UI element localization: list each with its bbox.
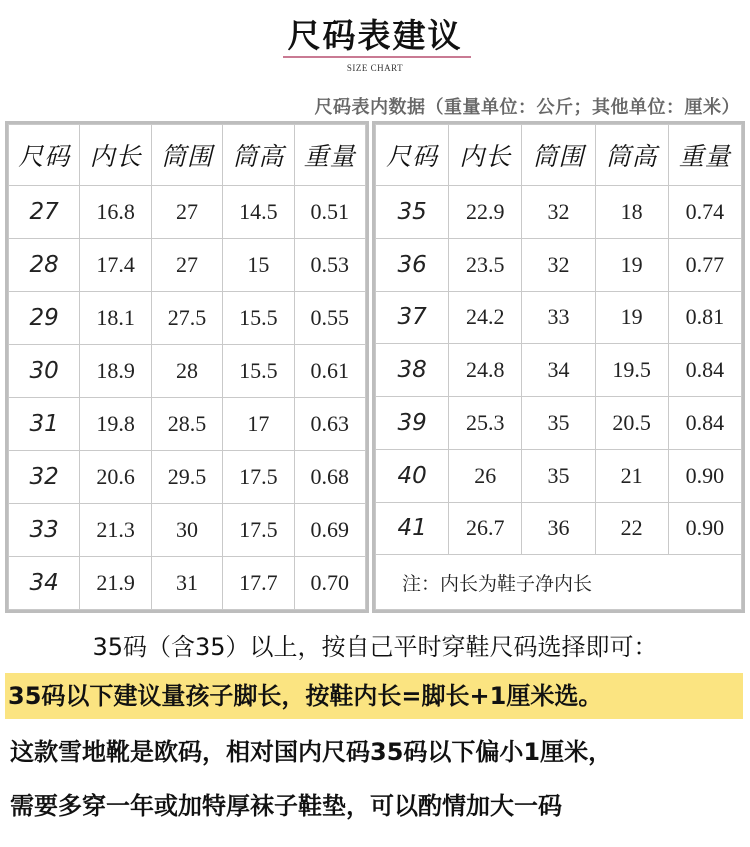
cell-shaft-circumference: 27 [151,239,222,292]
table-row [376,291,742,344]
cell-shaft-circumference: 32 [522,238,595,291]
table-row [9,451,366,504]
cell-shaft-height: 19.5 [595,344,668,397]
cell-inner-length: 23.5 [449,238,522,291]
cell-size: 40 [376,449,449,502]
cell-size: 33 [9,504,80,557]
cell-weight: 0.77 [668,238,741,291]
cell-inner-length: 24.8 [449,344,522,397]
cell-weight: 0.51 [294,186,365,239]
cell-weight: 0.81 [668,291,741,344]
cell-shaft-height: 17.5 [223,451,294,504]
table-row [376,449,742,502]
cell-shaft-height: 15 [223,239,294,292]
cell-weight: 0.69 [294,504,365,557]
page-subtitle: SIZE CHART [346,63,404,73]
cell-size: 39 [376,397,449,450]
cell-weight: 0.68 [294,451,365,504]
cell-shaft-circumference: 35 [522,397,595,450]
column-header-inner-length: 内长 [80,125,151,186]
cell-shaft-circumference: 32 [522,186,595,239]
note-line-2-highlighted: 35码以下建议量孩子脚长，按鞋内长=脚长+1厘米选。 [5,673,743,719]
cell-shaft-height: 21 [595,449,668,502]
table-row [9,398,366,451]
cell-shaft-circumference: 35 [522,449,595,502]
cell-size: 31 [9,398,80,451]
column-header-inner-length: 内长 [449,125,522,186]
page-title: 尺码表建议 [287,16,463,55]
cell-shaft-circumference: 34 [522,344,595,397]
note-line-1: 35码（含35）以上，按自己平时穿鞋尺码选择即可： [92,633,658,661]
cell-weight: 0.63 [294,398,365,451]
cell-shaft-height: 15.5 [223,292,294,345]
cell-inner-length: 22.9 [449,186,522,239]
table-header-row [376,125,742,186]
cell-shaft-height: 22 [595,502,668,555]
table-row [9,557,366,610]
cell-weight: 0.61 [294,345,365,398]
cell-inner-length: 21.3 [80,504,151,557]
cell-shaft-height: 15.5 [223,345,294,398]
cell-shaft-height: 19 [595,238,668,291]
cell-weight: 0.74 [668,186,741,239]
cell-size: 32 [9,451,80,504]
cell-inner-length: 19.8 [80,398,151,451]
cell-weight: 0.90 [668,449,741,502]
table-row [376,397,742,450]
cell-size: 30 [9,345,80,398]
cell-size: 38 [376,344,449,397]
size-table-right [372,121,745,613]
cell-inner-length: 26 [449,449,522,502]
cell-shaft-height: 20.5 [595,397,668,450]
note-line-3: 这款雪地靴是欧码，相对国内尺码35码以下偏小1厘米， [10,738,613,766]
table-row [9,504,366,557]
table-row [9,345,366,398]
cell-shaft-circumference: 36 [522,502,595,555]
column-header-weight: 重量 [294,125,365,186]
unit-note: 尺码表内数据（重量单位：公斤；其他单位：厘米） [314,97,740,118]
cell-size: 41 [376,502,449,555]
cell-inner-length: 20.6 [80,451,151,504]
cell-shaft-height: 18 [595,186,668,239]
title-underline [283,56,471,58]
cell-inner-length: 17.4 [80,239,151,292]
cell-weight: 0.84 [668,397,741,450]
cell-inner-length: 24.2 [449,291,522,344]
table-row [376,186,742,239]
column-header-weight: 重量 [668,125,741,186]
cell-shaft-circumference: 27.5 [151,292,222,345]
cell-weight: 0.55 [294,292,365,345]
table-row [376,344,742,397]
cell-size: 29 [9,292,80,345]
cell-size: 28 [9,239,80,292]
cell-size: 34 [9,557,80,610]
column-header-shaft-circumference: 筒围 [522,125,595,186]
table-row [9,186,366,239]
cell-shaft-circumference: 30 [151,504,222,557]
column-header-shaft-height: 筒高 [223,125,294,186]
cell-size: 35 [376,186,449,239]
table-row [9,239,366,292]
cell-inner-length: 18.1 [80,292,151,345]
column-header-shaft-height: 筒高 [595,125,668,186]
table-row [376,238,742,291]
cell-size: 36 [376,238,449,291]
cell-shaft-height: 14.5 [223,186,294,239]
column-header-size: 尺码 [9,125,80,186]
cell-shaft-circumference: 31 [151,557,222,610]
cell-inner-length: 16.8 [80,186,151,239]
cell-shaft-circumference: 29.5 [151,451,222,504]
table-note: 注：内长为鞋子净内长 [376,555,742,610]
size-table-left [5,121,369,613]
note-line-4: 需要多穿一年或加特厚袜子鞋垫，可以酌情加大一码 [10,792,562,820]
cell-shaft-height: 17.7 [223,557,294,610]
cell-shaft-circumference: 33 [522,291,595,344]
column-header-shaft-circumference: 筒围 [151,125,222,186]
table-row [376,502,742,555]
cell-weight: 0.84 [668,344,741,397]
table-header-row [9,125,366,186]
cell-inner-length: 18.9 [80,345,151,398]
table-note-row [376,555,742,610]
cell-shaft-height: 19 [595,291,668,344]
cell-inner-length: 25.3 [449,397,522,450]
cell-shaft-circumference: 28 [151,345,222,398]
cell-size: 37 [376,291,449,344]
cell-shaft-circumference: 28.5 [151,398,222,451]
column-header-size: 尺码 [376,125,449,186]
cell-weight: 0.53 [294,239,365,292]
cell-shaft-circumference: 27 [151,186,222,239]
cell-weight: 0.90 [668,502,741,555]
cell-shaft-height: 17.5 [223,504,294,557]
table-row [9,292,366,345]
cell-inner-length: 26.7 [449,502,522,555]
cell-shaft-height: 17 [223,398,294,451]
cell-weight: 0.70 [294,557,365,610]
cell-inner-length: 21.9 [80,557,151,610]
cell-size: 27 [9,186,80,239]
